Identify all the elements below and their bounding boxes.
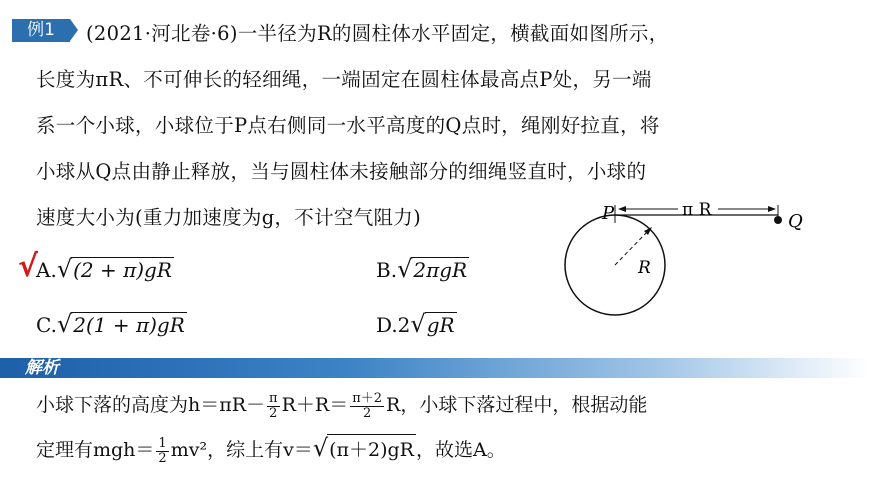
- analysis-expr: (π＋2)gR: [327, 434, 416, 462]
- label-q: Q: [788, 211, 803, 232]
- analysis-text: R，小球下落过程中，根据动能: [386, 394, 648, 416]
- cylinder-figure: [560, 195, 820, 355]
- sqrt-icon: √: [397, 255, 413, 283]
- analysis-text: 小球下落的高度为h＝πR－: [36, 394, 266, 416]
- fraction: $\frac{1}{2}$: [158, 435, 167, 466]
- answer-check-icon: √: [18, 249, 39, 284]
- question-line-4: 小球从Q点由静止释放，当与圆柱体未接触部分的细绳竖直时，小球的: [36, 160, 647, 183]
- option-a-expr: (2 + π)gR: [73, 258, 172, 282]
- example-tag: 例1: [12, 19, 70, 42]
- question-line-2: 长度为πR、不可伸长的轻细绳，一端固定在圆柱体最高点P处，另一端: [36, 68, 652, 91]
- question-line-1: (2021·河北卷·6)一半径为R的圆柱体水平固定，横截面如图所示，: [86, 22, 669, 45]
- label-p: P: [602, 203, 615, 224]
- option-d-label: D.2: [376, 313, 411, 337]
- option-d-expr: gR: [426, 313, 455, 337]
- option-b-label: B.: [376, 258, 398, 282]
- sqrt-icon: √: [312, 434, 329, 462]
- analysis-line-1: [36, 390, 647, 421]
- option-c-expr: 2(1 + π)gR: [73, 313, 185, 337]
- option-b-expr: 2πgR: [413, 258, 468, 282]
- analysis-text: R＋R＝: [281, 394, 349, 416]
- analysis-text: mv²，综上有v＝: [170, 439, 313, 461]
- fraction: $\frac{\pi+2}{2}$: [352, 390, 383, 421]
- arrow-right-head: [768, 206, 776, 212]
- option-a-label: A.: [36, 258, 57, 282]
- arrow-left-head: [618, 206, 626, 212]
- sqrt-icon: √: [56, 255, 73, 283]
- option-c[interactable]: [36, 310, 187, 338]
- sqrt-icon: √: [410, 310, 426, 338]
- option-d[interactable]: [376, 310, 457, 338]
- option-c-label: C.: [36, 313, 57, 337]
- option-a[interactable]: [36, 255, 174, 283]
- analysis-text: 定理有mgh＝: [36, 439, 155, 461]
- ball: [774, 216, 782, 224]
- question-line-5: 速度大小为(重力加速度为g，不计空气阻力): [36, 206, 421, 229]
- option-b[interactable]: [376, 255, 469, 283]
- analysis-text: ，故选A。: [415, 439, 506, 461]
- question-line-3: 系一个小球，小球位于P点右侧同一水平高度的Q点时，绳刚好拉直，将: [36, 114, 660, 137]
- label-radius: R: [638, 258, 651, 278]
- analysis-line-2: [36, 434, 506, 466]
- analysis-label: 解析: [25, 358, 59, 378]
- fraction: $\frac{\pi}{2}$: [269, 390, 278, 421]
- analysis-bar: [0, 358, 870, 378]
- sqrt-icon: √: [56, 310, 73, 338]
- label-length: π R: [682, 200, 712, 220]
